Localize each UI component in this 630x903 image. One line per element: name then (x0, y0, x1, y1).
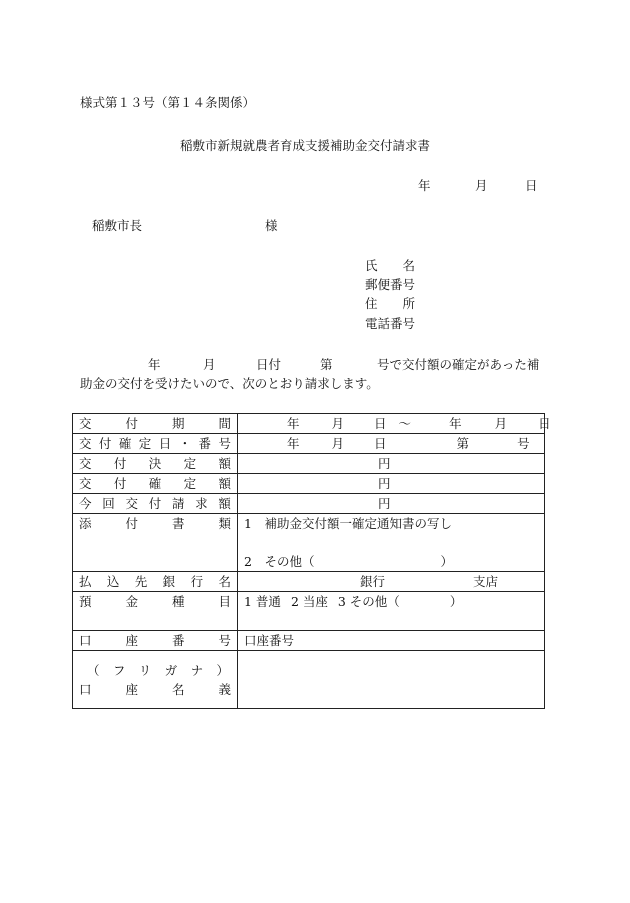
branch-suffix: 支店 (473, 574, 499, 589)
row-confirmed-amount (73, 474, 545, 494)
period-end-year: 年 (449, 416, 462, 431)
applicant-postal-label: 郵便番号 (365, 277, 416, 292)
label-deposit-type: 預 金 種 目 (73, 592, 238, 631)
confirm-year: 年 (287, 436, 300, 451)
row-account-number (73, 631, 545, 651)
label-period: 交 付 期 間 (73, 414, 238, 434)
row-period (73, 414, 545, 434)
period-end-month: 月 (494, 416, 508, 431)
period-separator: ～ (398, 416, 412, 431)
value-confirmed-amount[interactable]: 円 (238, 474, 545, 494)
body-line2: 助金の交付を受けたいので、次のとおり請求します。 (80, 376, 379, 391)
applicant-phone-label: 電話番号 (365, 316, 416, 331)
body-month: 月 (203, 357, 216, 372)
deposit-other-close: ） (449, 594, 463, 609)
period-start-day: 日 (374, 416, 387, 431)
row-attachments (73, 514, 545, 572)
applicant-name-label: 氏 名 (365, 258, 416, 273)
value-request-amount[interactable]: 円 (238, 494, 545, 514)
period-start-year: 年 (287, 416, 300, 431)
label-account-holder (73, 651, 238, 709)
confirm-dai: 第 (456, 436, 470, 451)
addressee-honorific: 様 (265, 218, 278, 233)
attachment-item-1: 1 補助金交付額一確定通知書の写し (244, 516, 452, 531)
body-dai: 第 (320, 357, 333, 372)
value-period[interactable] (238, 414, 551, 434)
confirm-go: 号 (517, 436, 530, 451)
body-line1-rest: 号で交付額の確定があった補 (377, 357, 540, 372)
label-furigana: （ フ リ ガ ナ ） (87, 663, 229, 678)
date-year: 年 (418, 178, 431, 193)
value-decided-amount[interactable]: 円 (238, 454, 545, 474)
label-confirmed-amount: 交 付 確 定 額 (73, 474, 238, 494)
body-day: 日付 (256, 357, 282, 372)
document-title: 稲敷市新規就農者育成支援補助金交付請求書 (180, 138, 431, 153)
label-confirm: 交 付 確 定 日 ・ 番 号 (73, 434, 238, 454)
form-number: 様式第１３号（第１４条関係） (80, 95, 256, 110)
attachment-item-2: 2 その他（ ） (244, 554, 453, 569)
value-deposit-type[interactable] (238, 592, 545, 631)
row-bank (73, 572, 545, 592)
row-request-amount (73, 494, 545, 514)
row-deposit-type (73, 592, 545, 631)
period-end-day: 日 (538, 416, 551, 431)
label-request-amount: 今 回 交 付 請 求 額 (73, 494, 238, 514)
request-form-table (72, 413, 551, 709)
date-month: 月 (475, 178, 488, 193)
value-confirm[interactable] (238, 434, 545, 454)
value-attachments[interactable] (238, 514, 545, 572)
row-confirm (73, 434, 545, 454)
deposit-option-ordinary[interactable]: 1 普通 (244, 594, 281, 609)
bank-suffix: 銀行 (360, 574, 386, 589)
confirm-day: 日 (374, 436, 387, 451)
value-bank[interactable] (238, 572, 545, 592)
confirm-month: 月 (331, 436, 345, 451)
body-year: 年 (148, 357, 161, 372)
deposit-option-other[interactable]: 3 その他（ (337, 594, 400, 609)
row-account-holder (73, 651, 545, 709)
label-holder: 口 座 名 義 (79, 682, 231, 697)
row-decided-amount (73, 454, 545, 474)
addressee-name: 稲敷市長 (92, 218, 143, 233)
deposit-option-current[interactable]: 2 当座 (290, 594, 328, 609)
period-start-month: 月 (331, 416, 345, 431)
date-day: 日 (525, 178, 538, 193)
label-attachments: 添 付 書 類 (73, 514, 238, 572)
value-account-number[interactable]: 口座番号 (238, 631, 545, 651)
label-account-number: 口 座 番 号 (73, 631, 238, 651)
value-account-holder[interactable] (238, 651, 545, 709)
applicant-address-label: 住 所 (365, 296, 416, 311)
label-decided-amount: 交 付 決 定 額 (73, 454, 238, 474)
label-bank: 払 込 先 銀 行 名 (73, 572, 238, 592)
